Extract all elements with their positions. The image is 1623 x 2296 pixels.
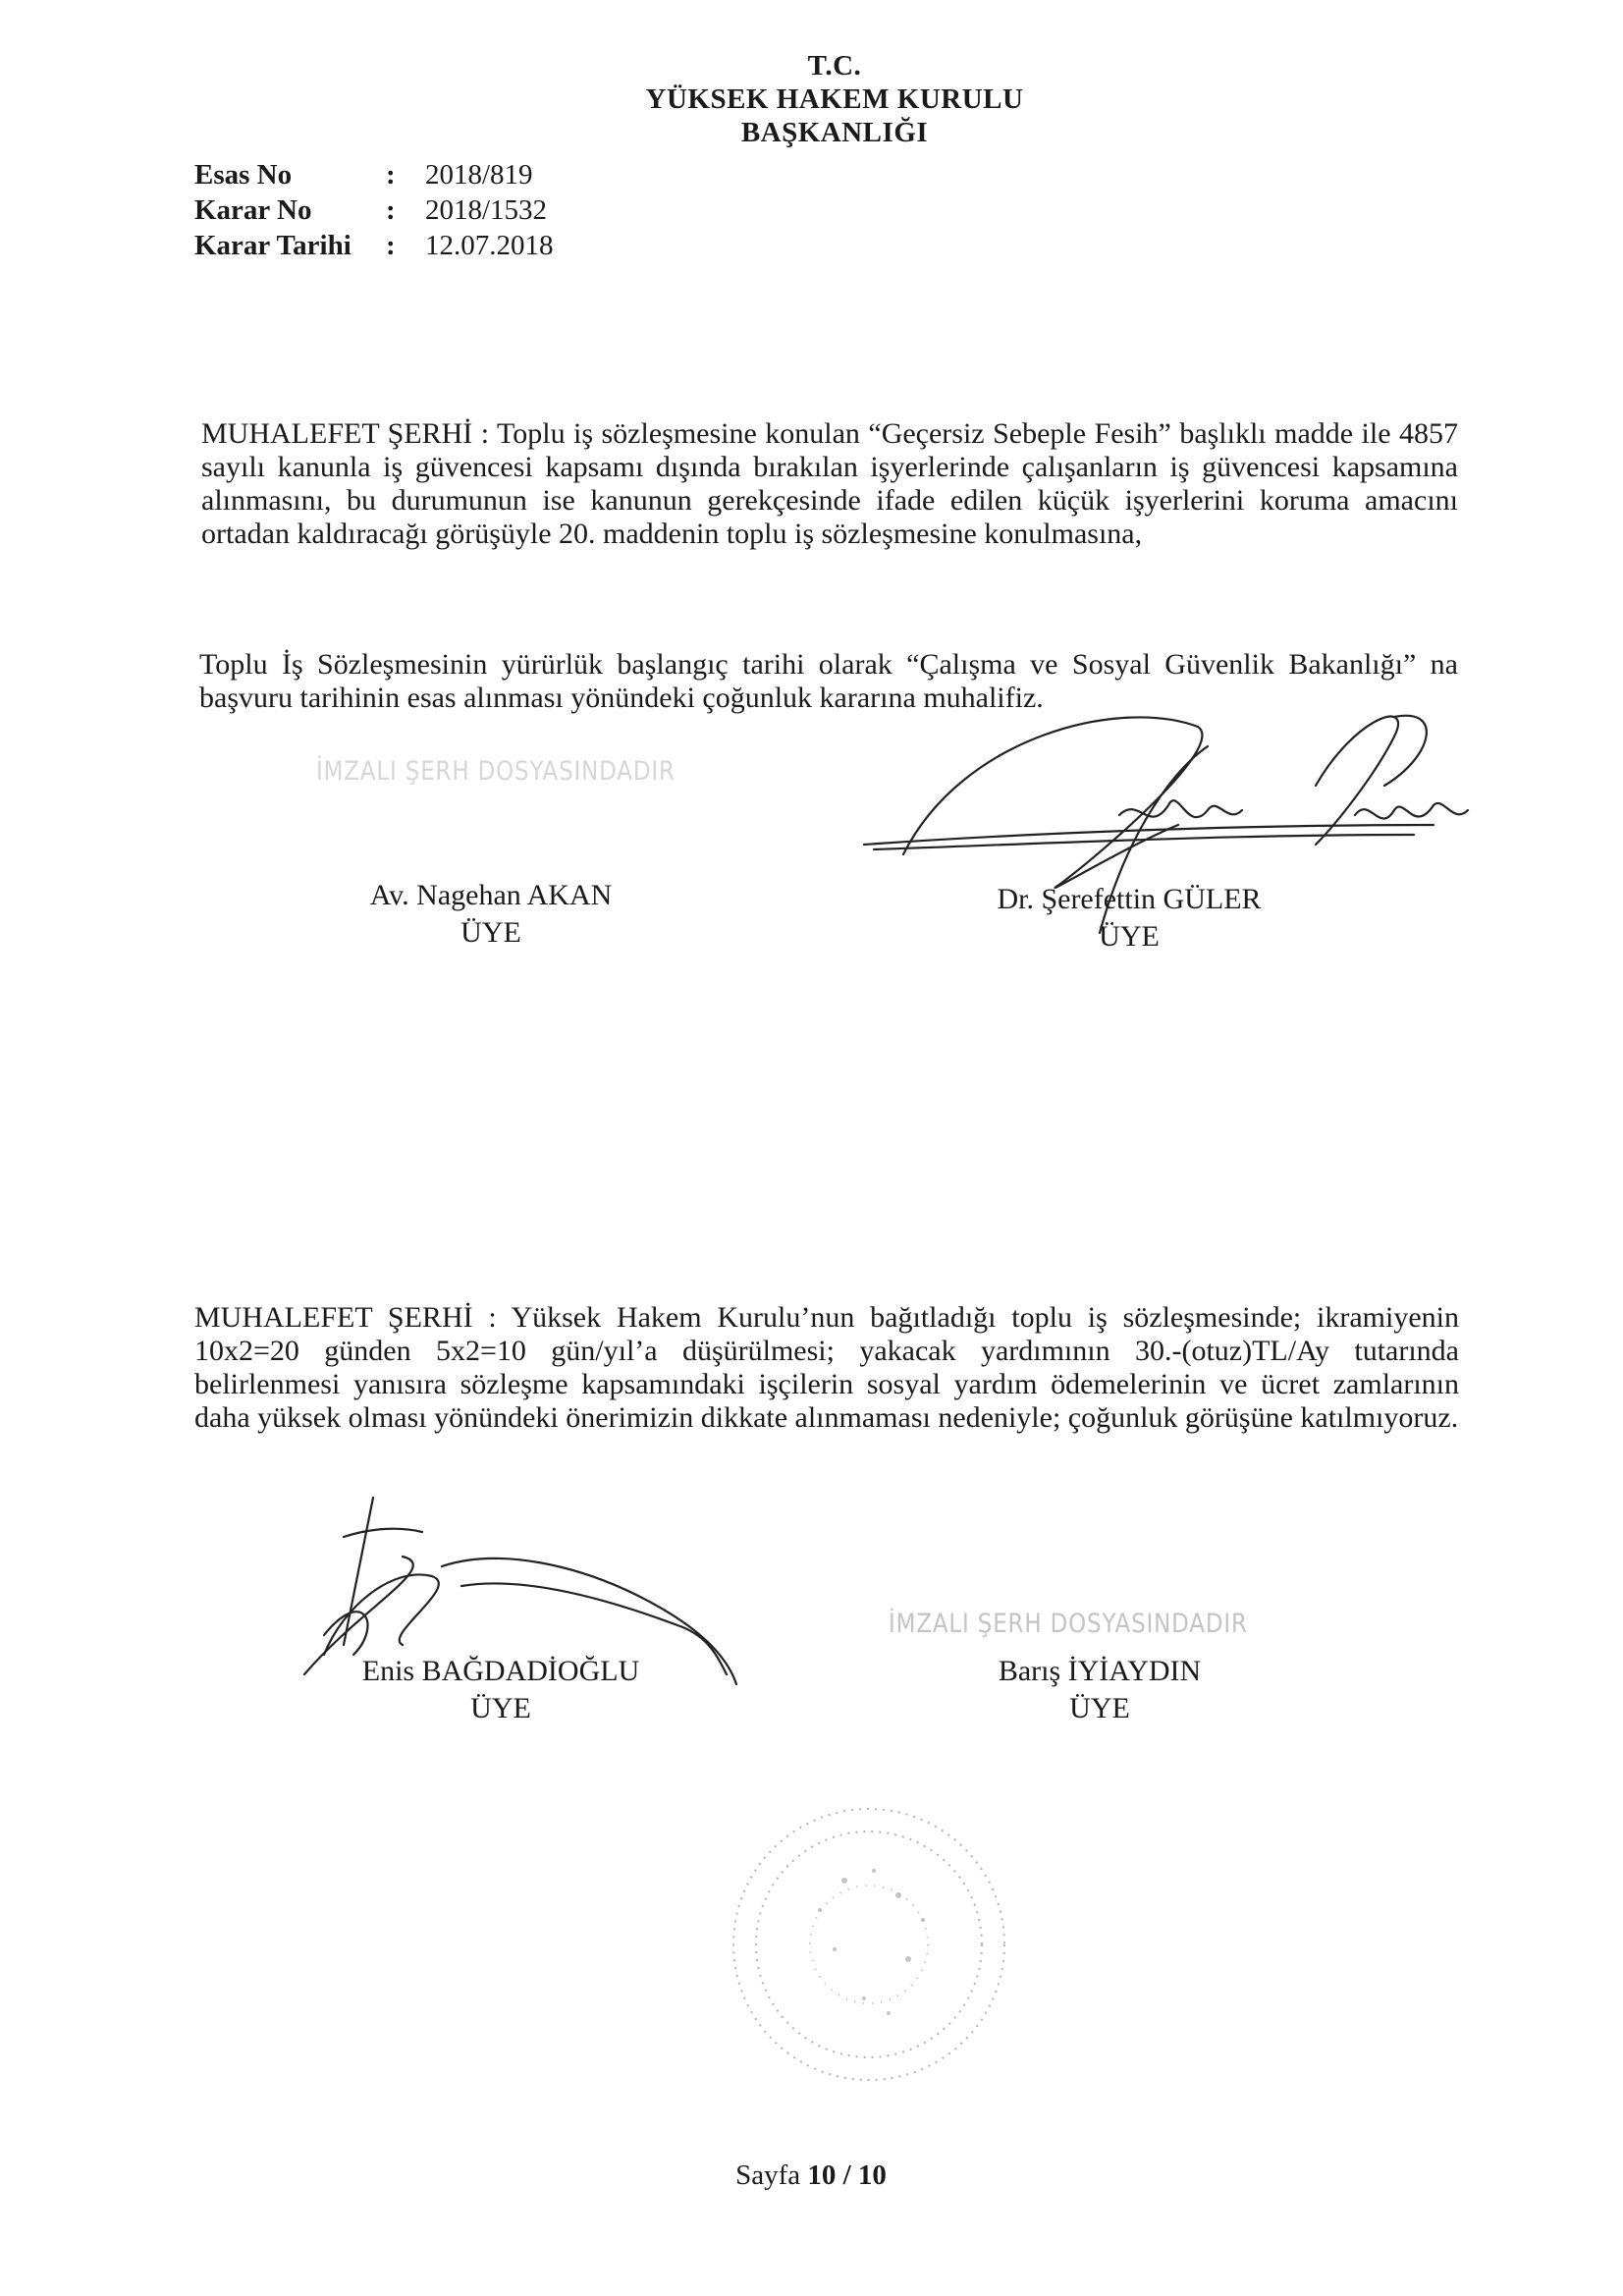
signatory-name: Enis BAĞDADİOĞLU <box>361 1655 640 1687</box>
page-number <box>713 2159 909 2192</box>
meta-label: Karar Tarihi <box>194 230 352 261</box>
signatory-role: ÜYE <box>1099 920 1160 953</box>
signatory-iyiaydin <box>943 1653 1257 1727</box>
meta-colon: : <box>386 194 396 226</box>
dissent-1-heading: MUHALEFET ŞERHİ : <box>201 417 490 450</box>
meta-colon: : <box>386 159 396 191</box>
meta-row-karar-tarihi <box>194 228 554 263</box>
official-seal-faded <box>727 1802 1011 2087</box>
dissent-1-paragraph <box>201 417 1458 551</box>
dissent-1-paragraph-2: Toplu İş Sözleşmesinin yürürlük başlangıç tarihi olarak “Çalışma ve Sosyal Güvenlik Bakanlığı” na başvuru tarihinin esas alınması yönündeki çoğunluk kararına muhalifiz. <box>199 648 1458 714</box>
signed-dissent-stamp-faint: İMZALI ŞERH DOSYASINDADIR <box>889 1609 1248 1639</box>
meta-value: 2018/819 <box>425 159 533 191</box>
signatory-akan <box>334 877 648 952</box>
signatory-role: ÜYE <box>460 916 521 949</box>
signatory-name: Barış İYİAYDIN <box>998 1655 1202 1687</box>
dissent-2-paragraph <box>194 1301 1459 1435</box>
meta-row-karar-no <box>194 192 554 228</box>
signatory-role: ÜYE <box>1069 1692 1130 1724</box>
meta-label: Esas No <box>194 159 293 191</box>
meta-colon: : <box>386 230 396 261</box>
meta-value: 12.07.2018 <box>425 230 554 261</box>
signatory-name: Dr. Şerefettin GÜLER <box>997 883 1262 915</box>
header-line-tc: T.C. <box>807 50 862 82</box>
dissent-2-text: Yüksek Hakem Kurulu’nun bağıtladığı toplu iş sözleşmesinde; ikramiyenin 10x2=20 günden 5x2=10 gün/yıl’a düşürülmesi; yakacak yardımının 30.-(otuz)TL/Ay tutarında belirlenmesi yanısıra sözleşme kapsamındaki işçilerin sosyal yardım ödemelerinin ve ücret zamlarının daha yüksek olması yönündeki önerimizin dikkate alınmaması nedeniyle; çoğunluk görüşüne katılmıyoruz. <box>194 1301 1460 1434</box>
dissent-2-heading: MUHALEFET ŞERHİ : <box>194 1301 497 1334</box>
header-line-institution: YÜKSEK HAKEM KURULU <box>645 83 1024 115</box>
signatory-name: Av. Nagehan AKAN <box>369 879 613 911</box>
signatory-role: ÜYE <box>470 1692 531 1724</box>
page-count: 10 / 10 <box>807 2159 887 2191</box>
dissent-1-text: Toplu iş sözleşmesine konulan “Geçersiz Sebeple Fesih” başlıklı madde ile 4857 sayılı kanunla iş güvencesi kapsamı dışında bırakılan işyerlerinde çalışanların iş güvencesi kapsamına alınmasını, bu durumunun ise kanunun gerekçesinde ifade edilen küçük işyerlerini koruma amacını ortadan kaldıracağı görüşüyle 20. maddenin toplu iş sözleşmesine konulmasına, <box>201 417 1458 550</box>
meta-label: Karar No <box>194 194 312 226</box>
meta-row-esas-no <box>194 157 554 192</box>
signatory-guler <box>933 881 1325 956</box>
case-metadata <box>194 157 554 263</box>
page-prefix: Sayfa <box>735 2159 801 2191</box>
institution-header <box>550 49 1119 149</box>
signed-dissent-stamp-faint: İMZALI ŞERH DOSYASINDADIR <box>316 756 676 787</box>
header-line-presidency: BAŞKANLIĞI <box>740 117 929 148</box>
signatory-bagdadioglu <box>324 1653 677 1727</box>
meta-value: 2018/1532 <box>425 194 548 226</box>
